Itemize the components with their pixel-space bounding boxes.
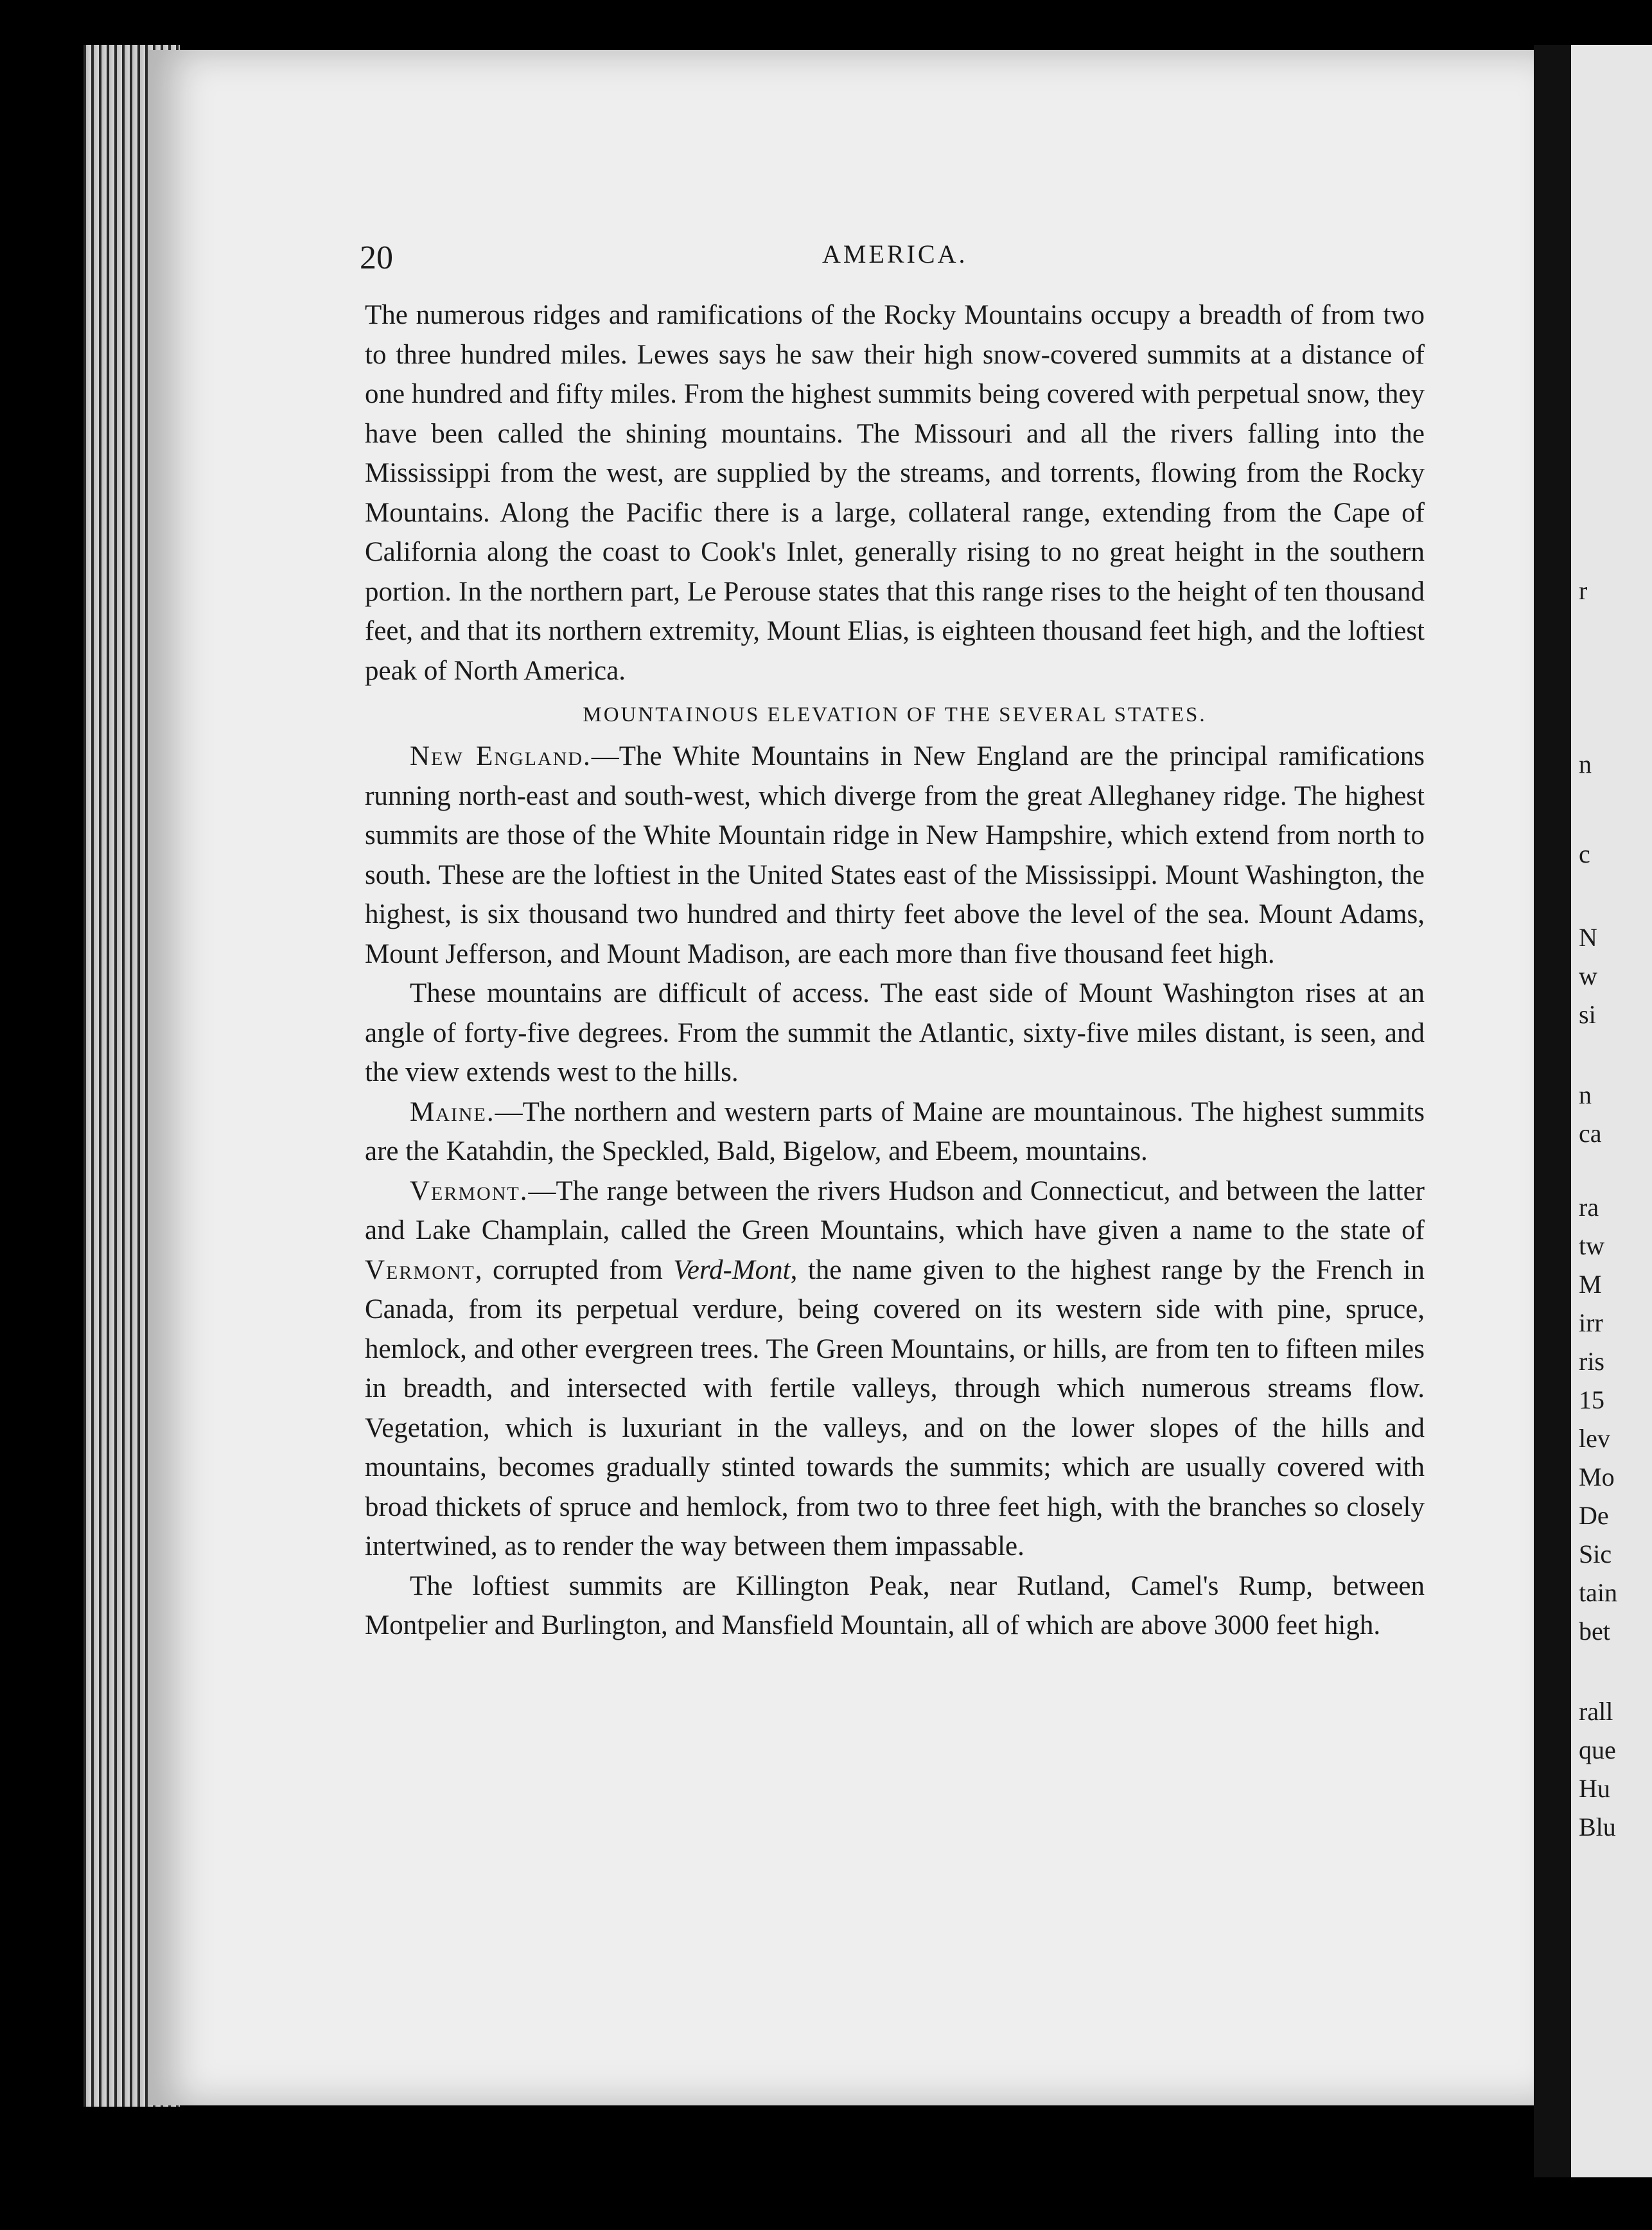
facing-page-fragment: ca (1579, 1119, 1602, 1148)
facing-page-fragment: Sic (1579, 1540, 1612, 1568)
facing-page-fragment: r (1579, 576, 1588, 605)
facing-page-fragment: Hu (1579, 1774, 1610, 1803)
maine-text: —The northern and western parts of Maine are mountainous. The highest summits are the Katahdin, the Speckled, Bald, Bigelow, and Ebeem, mountains. (365, 1096, 1425, 1166)
paragraph-loftiest-summits: The loftiest summits are Killington Peak, near Rutland, Camel's Rump, between Montpelier and Burlington, and Mansfield Mountain, all of which are above 3000 feet high. (365, 1570, 1425, 1640)
facing-page-fragment: Mo (1579, 1462, 1615, 1491)
paragraph-rocky-mountains: The numerous ridges and ramifications of the Rocky Mountains occupy a breadth of from two to three hundred miles. Lewes says he saw their high snow-covered summits at a distance of one hundred and fifty miles. From the highest summits being covered with perpetual snow, they have been called the shining mountains. The Missouri and all the rivers falling into the Mississippi from the west, are supplied by the streams, and torrents, flowing from the Rocky Mountains. Along the Pacific there is a large, collateral range, extending from the Cape of California along the coast to Cook's Inlet, generally rising to no great height in the southern portion. In the northern part, Le Perouse states that this range rises to the height of ten thousand feet, and that its northern extremity, Mount Elias, is eighteen thousand feet high, and the loftiest peak of North America. (365, 300, 1425, 686)
facing-page-fragment: N (1579, 923, 1597, 952)
vermont-text-a: —The range between the rivers Hudson and Connecticut, and between the latter and Lake Champlain, called the Green Mountains, which have given a name to the state of (365, 1175, 1425, 1245)
new-england-text: —The White Mountains in New England are the principal ramifications running north-east and south-west, which diverge from the great Alleghaney ridge. The highest summits are those of the White Mountain ridge in New Hampshire, which extend from north to south. These are the loftiest in the United States east of the Mississippi. Mount Washington, the highest, is six thousand two hundred and thirty feet above the level of the sea. Mount Adams, Mount Jefferson, and Mount Madison, are each more than five thousand feet high. (365, 741, 1425, 969)
vermont-text-b: , corrupted from (475, 1254, 674, 1285)
facing-page-fragment: tain (1579, 1578, 1617, 1607)
facing-page-fragment: lev (1579, 1424, 1610, 1453)
book-gutter (1534, 45, 1571, 2177)
facing-page-fragment: n (1579, 750, 1592, 778)
facing-page-fragment: M (1579, 1270, 1602, 1299)
facing-page-fragment: c (1579, 839, 1590, 868)
facing-page-fragment: si (1579, 1000, 1596, 1029)
facing-page-edge (1571, 45, 1652, 2177)
facing-page-fragment: irr (1579, 1308, 1603, 1337)
facing-page-fragment: bet (1579, 1617, 1610, 1646)
running-title: AMERICA. (822, 240, 968, 268)
facing-page-fragment: ra (1579, 1193, 1599, 1222)
facing-page-fragment: n (1579, 1080, 1592, 1109)
facing-page-fragment: tw (1579, 1231, 1604, 1260)
body-text (365, 295, 1425, 1646)
vermont-text-c: , the name given to the highest range by the French in Canada, from its perpetual verdure, being covered on its western side with pine, spruce, hemlock, and other evergreen trees. The Green Mountains, or hills, are from ten to fifteen miles in breadth, and intersected with fertile valleys, through which numerous streams flow. Vegetation, which is luxuriant in the valleys, and on the lower slopes of the hills and mountains, becomes gradually stinted towards the summits; which are usually covered with broad thickets of spruce and hemlock, from two to three feet high, with the branches so closely intertwined, as to render the way between them impassable. (365, 1254, 1425, 1561)
facing-page-fragment: que (1579, 1735, 1616, 1764)
section-heading: MOUNTAINOUS ELEVATION OF THE SEVERAL STATES. (583, 703, 1207, 726)
facing-page-fragment: Blu (1579, 1813, 1616, 1841)
paragraph-mount-washington: These mountains are difficult of access. The east side of Mount Washington rises at an angle of forty-five degrees. From the summit the Atlantic, sixty-five miles distant, is seen, and the view extends west to the hills. (365, 978, 1425, 1087)
verd-mont-term: Verd-Mont (673, 1254, 791, 1285)
facing-page-fragment: 15 (1579, 1385, 1604, 1414)
facing-page-fragment: ris (1579, 1347, 1604, 1376)
paragraph-maine (365, 1093, 1425, 1172)
page-header (360, 239, 1426, 277)
facing-page-fragment: De (1579, 1501, 1609, 1530)
facing-page-fragment: rall (1579, 1697, 1613, 1726)
maine-lead: Maine. (410, 1096, 495, 1127)
vermont-state-name: Vermont (365, 1254, 475, 1285)
page-number: 20 (360, 240, 393, 276)
facing-page-fragment: w (1579, 961, 1597, 990)
paragraph-new-england (365, 737, 1425, 974)
new-england-lead: New England. (410, 741, 592, 771)
vermont-lead: Vermont. (410, 1175, 529, 1206)
paragraph-vermont (365, 1172, 1425, 1567)
